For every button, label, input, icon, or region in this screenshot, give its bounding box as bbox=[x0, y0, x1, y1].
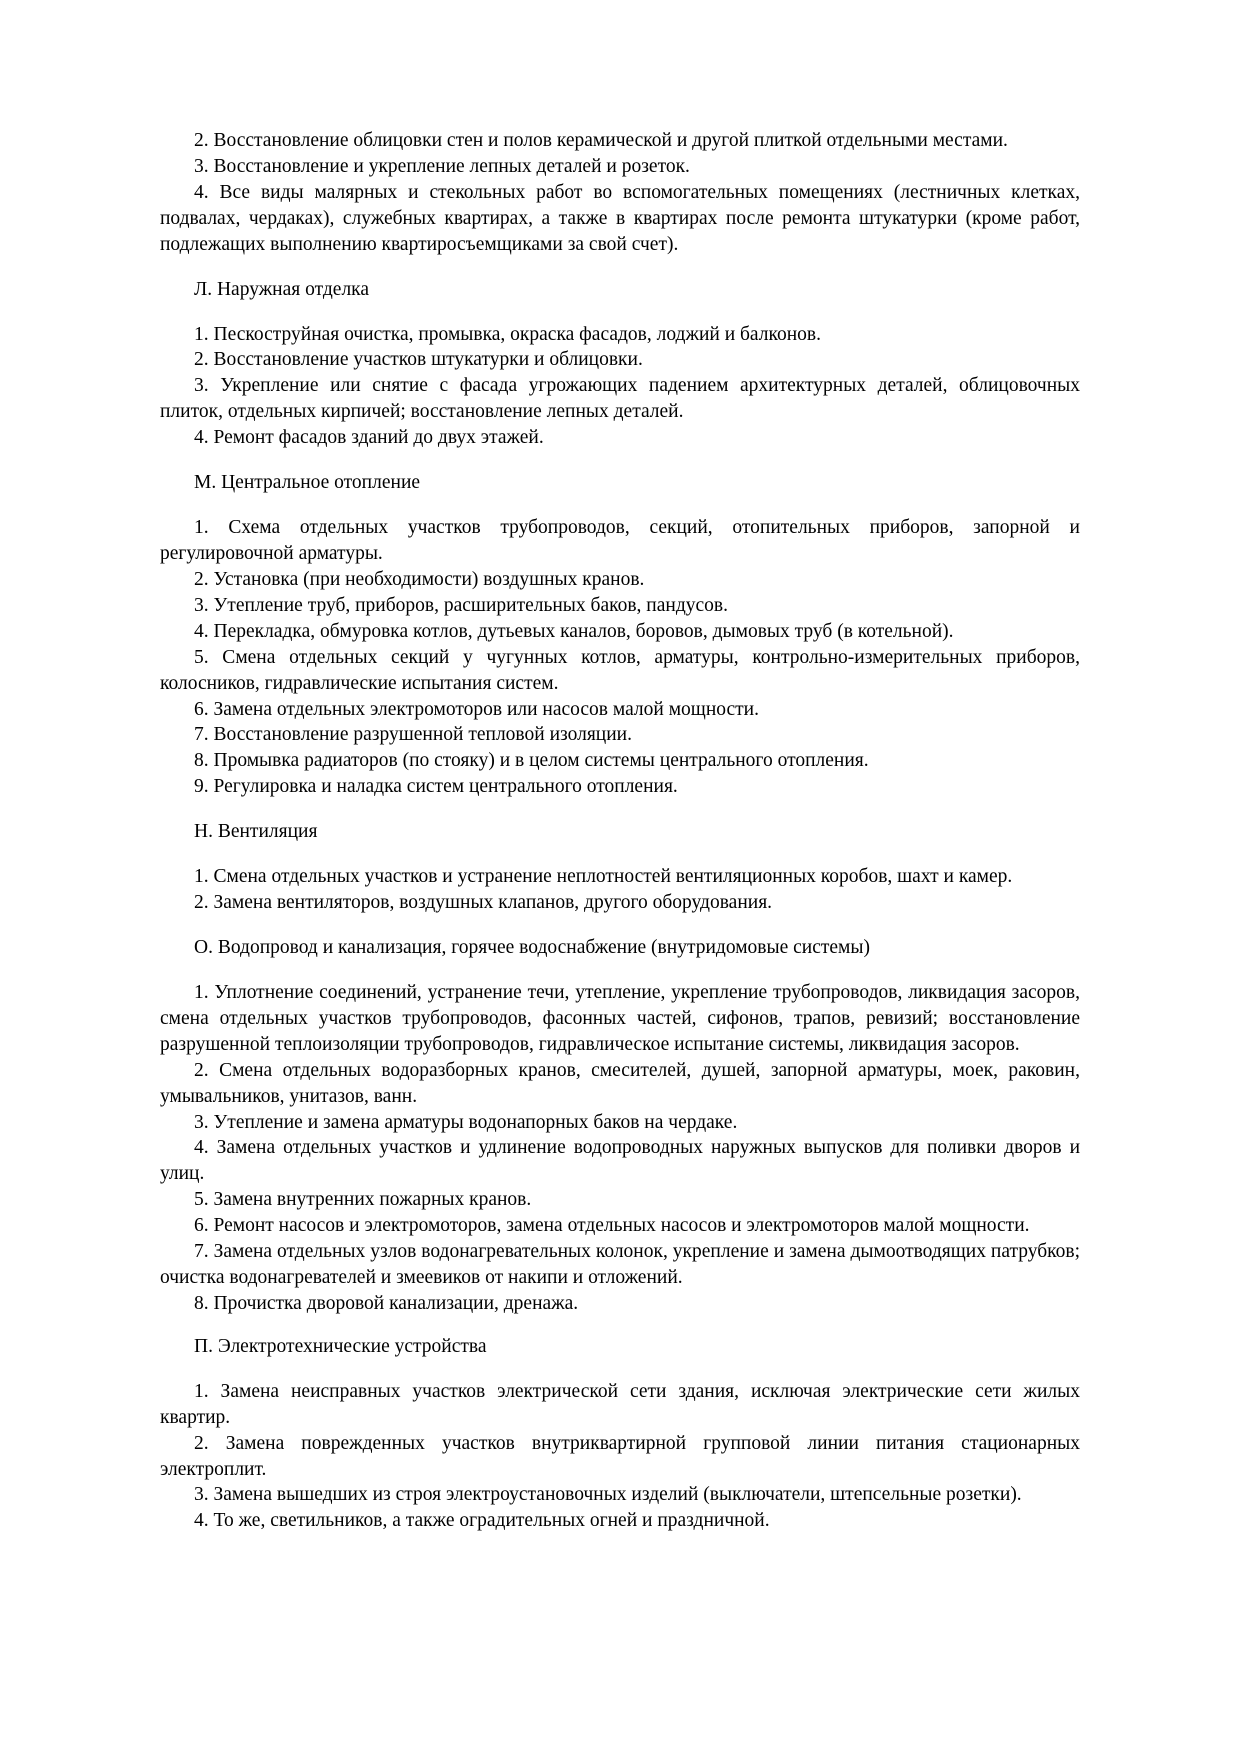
paragraph-spacer bbox=[160, 961, 1080, 980]
list-item: 4. Замена отдельных участков и удлинение водопроводных наружных выпусков для поливки дворов и улиц. bbox=[160, 1137, 1080, 1185]
list-item: 4. Ремонт фасадов зданий до двух этажей. bbox=[194, 427, 544, 449]
list-item: 6. Ремонт насосов и электромоторов, замена отдельных насосов и электромоторов малой мощности. bbox=[194, 1215, 1030, 1237]
list-item: 1. Схема отдельных участков трубопроводов, секций, отопительных приборов, запорной и регулировочной арматуры. bbox=[160, 517, 1080, 564]
paragraph-spacer bbox=[160, 1317, 1080, 1334]
list-item: 8. Прочистка дворовой канализации, дренажа. bbox=[194, 1292, 579, 1314]
paragraph-spacer bbox=[160, 916, 1080, 935]
list-item: 5. Замена внутренних пожарных кранов. bbox=[194, 1189, 532, 1211]
list-item: 3. Укрепление или снятие с фасада угрожающих падением архитектурных деталей, облицовочных плиток, отдельных кирпичей; восстановление лепных деталей. bbox=[160, 375, 1080, 423]
list-item: 9. Регулировка и наладка систем центрального отопления. bbox=[194, 776, 678, 798]
list-item: 8. Промывка радиаторов (по стояку) и в целом системы центрального отопления. bbox=[194, 750, 869, 772]
list-item: 7. Замена отдельных узлов водонагревательных колонок, укрепление и замена дымоотводящих патрубков; очистка водонагревателей и змеевиков от накипи и отложений. bbox=[160, 1241, 1080, 1289]
list-item: 1. Замена неисправных участков электрической сети здания, исключая электрические сети жилых квартир. bbox=[160, 1380, 1080, 1428]
list-item: 2. Замена поврежденных участков внутриквартирной групповой линии питания стационарных электроплит. bbox=[160, 1432, 1080, 1480]
paragraph-spacer bbox=[160, 845, 1080, 864]
list-item: 2. Смена отдельных водоразборных кранов, смесителей, душей, запорной арматуры, моек, раковин, умывальников, унитазов, ванн. bbox=[160, 1059, 1080, 1107]
list-item: 2. Установка (при необходимости) воздушных кранов. bbox=[194, 568, 645, 590]
paragraph-spacer bbox=[160, 303, 1080, 322]
list-item: 4. Перекладка, обмуровка котлов, дутьевых каналов, боровов, дымовых труб (в котельной). bbox=[194, 620, 954, 642]
document-body bbox=[160, 128, 1080, 1534]
list-item: 1. Смена отдельных участков и устранение неплотностей вентиляционных коробов, шахт и камер. bbox=[194, 866, 1013, 888]
list-item: 6. Замена отдельных электромоторов или насосов малой мощности. bbox=[194, 698, 759, 720]
paragraph-spacer bbox=[160, 1360, 1080, 1379]
list-item: 7. Восстановление разрушенной тепловой изоляции. bbox=[194, 724, 632, 746]
list-item: 1. Уплотнение соединений, устранение течи, утепление, укрепление трубопроводов, ликвидация засоров, смена отдельных участков трубопроводов, фасонных частей, сифонов, трапов, ревизий; восстановление разрушенной теплоизоляции трубопроводов, гидравлическое испытание системы, ликвидация засоров. bbox=[160, 981, 1080, 1055]
list-item: 5. Смена отдельных секций у чугунных котлов, арматуры, контрольно-измерительных приборов, колосников, гидравлические испытания систем. bbox=[160, 646, 1080, 694]
paragraph-spacer bbox=[160, 800, 1080, 819]
list-item: 4. То же, светильников, а также оградительных огней и праздничной. bbox=[194, 1510, 770, 1532]
section-heading: Н. Вентиляция bbox=[194, 821, 318, 843]
list-item: 2. Восстановление облицовки стен и полов керамической и другой плиткой отдельными местами. bbox=[194, 130, 1008, 151]
section-heading: М. Центральное отопление bbox=[194, 472, 421, 494]
section-heading: Л. Наружная отделка bbox=[194, 278, 370, 300]
list-item: 3. Замена вышедших из строя электроустановочных изделий (выключатели, штепсельные розетки). bbox=[194, 1484, 1022, 1506]
list-item: 2. Замена вентиляторов, воздушных клапанов, другого оборудования. bbox=[194, 892, 773, 914]
list-item: 3. Восстановление и укрепление лепных деталей и розеток. bbox=[194, 155, 690, 177]
paragraph-spacer bbox=[160, 496, 1080, 515]
list-item: 3. Утепление и замена арматуры водонапорных баков на чердаке. bbox=[194, 1111, 738, 1133]
list-item: 4. Все виды малярных и стекольных работ во вспомогательных помещениях (лестничных клетках, подвалах, чердаках), служебных квартирах, а также в квартирах после ремонта штукатурки (кроме работ, подлежащих выполнению квартиросъемщиками за свой счет). bbox=[160, 181, 1080, 255]
section-heading: О. Водопровод и канализация, горячее водоснабжение (внутридомовые системы) bbox=[194, 936, 870, 958]
list-item: 3. Утепление труб, приборов, расширительных баков, пандусов. bbox=[194, 594, 728, 616]
paragraph-spacer bbox=[160, 258, 1080, 277]
paragraph-spacer bbox=[160, 451, 1080, 470]
section-heading: П. Электротехнические устройства bbox=[194, 1335, 487, 1357]
list-item: 2. Восстановление участков штукатурки и облицовки. bbox=[194, 349, 643, 371]
list-item: 1. Пескоструйная очистка, промывка, окраска фасадов, лоджий и балконов. bbox=[194, 323, 821, 345]
